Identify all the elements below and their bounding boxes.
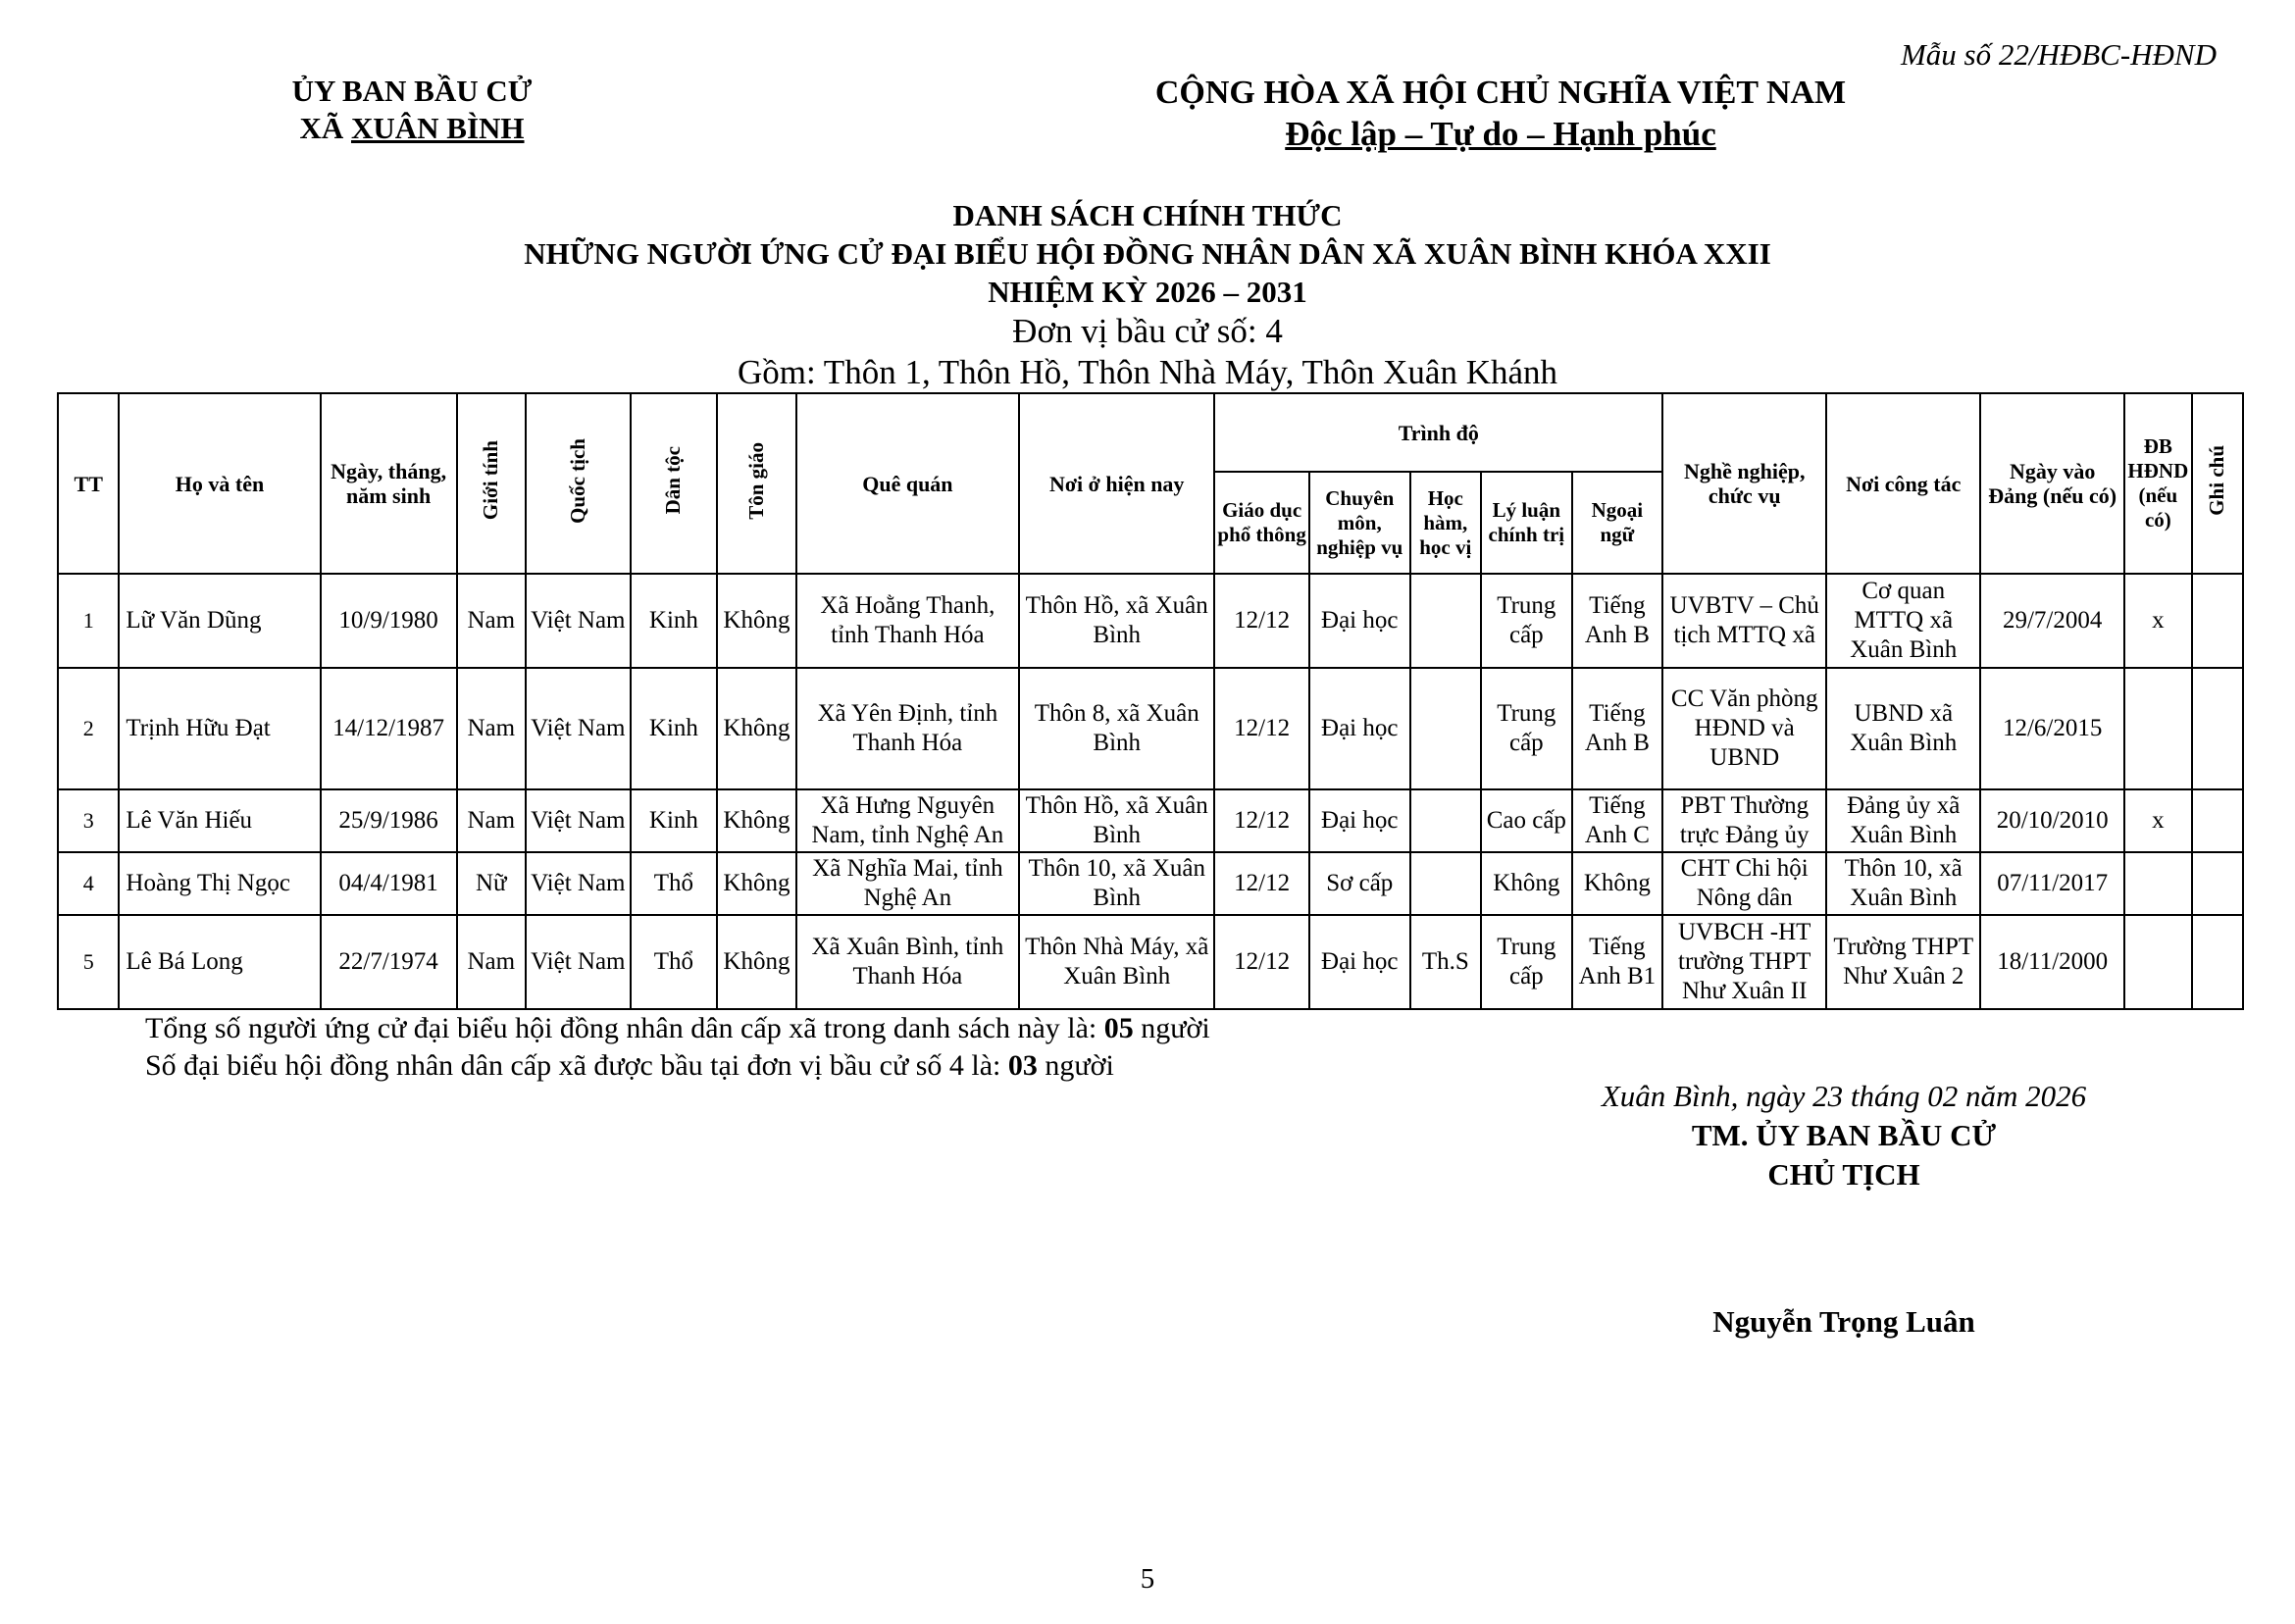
cell-academic [1410,789,1481,852]
cell-council-delegate: x [2124,789,2191,852]
cell-name: Lữ Văn Dũng [119,574,320,668]
cell-academic: Th.S [1410,915,1481,1009]
cell-gender: Nam [457,668,526,789]
cell-ethnicity: Thổ [631,852,718,915]
cell-tt: 3 [58,789,119,852]
cell-party-date: 20/10/2010 [1980,789,2124,852]
signature-block [1353,1077,2295,1194]
header-ethnicity: Dân tộc [661,446,686,515]
cell-professional: Đại học [1309,574,1410,668]
cell-residence: Thôn Hồ, xã Xuân Bình [1019,789,1214,852]
cell-occupation: CHT Chi hội Nông dân [1662,852,1826,915]
cell-council-delegate: x [2124,574,2191,668]
cell-religion: Không [717,574,796,668]
cell-religion: Không [717,852,796,915]
cell-academic [1410,668,1481,789]
cell-religion: Không [717,789,796,852]
cell-notes [2192,574,2243,668]
cell-academic [1410,852,1481,915]
summary-total-line [145,1010,1210,1047]
cell-ethnicity: Kinh [631,668,718,789]
table-row [58,852,2243,915]
form-number: Mẫu số 22/HĐBC-HĐND [1900,37,2217,72]
cell-name: Hoàng Thị Ngọc [119,852,320,915]
header-party-date: Ngày vào Đảng (nếu có) [1980,393,2124,574]
cell-political: Trung cấp [1481,915,1572,1009]
cell-council-delegate [2124,852,2191,915]
cell-ethnicity: Kinh [631,574,718,668]
header-name: Họ và tên [119,393,320,574]
header-nationality: Quốc tịch [565,437,589,524]
header-workplace: Nơi công tác [1826,393,1980,574]
cell-council-delegate [2124,915,2191,1009]
header-residence: Nơi ở hiện nay [1019,393,1214,574]
cell-hometown: Xã Hoằng Thanh, tỉnh Thanh Hóa [796,574,1019,668]
cell-council-delegate [2124,668,2191,789]
cell-nationality: Việt Nam [526,852,631,915]
cell-general-edu: 12/12 [1214,852,1309,915]
summary-total-count: 05 [1103,1012,1134,1044]
cell-dob: 14/12/1987 [321,668,457,789]
cell-notes [2192,915,2243,1009]
issuing-authority [216,73,608,147]
cell-academic [1410,574,1481,668]
cell-residence: Thôn 8, xã Xuân Bình [1019,668,1214,789]
cell-workplace: Cơ quan MTTQ xã Xuân Bình [1826,574,1980,668]
cell-party-date: 18/11/2000 [1980,915,2124,1009]
cell-tt: 4 [58,852,119,915]
cell-nationality: Việt Nam [526,574,631,668]
cell-professional: Đại học [1309,668,1410,789]
cell-political: Trung cấp [1481,668,1572,789]
cell-religion: Không [717,915,796,1009]
cell-gender: Nam [457,915,526,1009]
header-education-group: Trình độ [1214,393,1662,472]
cell-occupation: UVBCH -HT trường THPT Như Xuân II [1662,915,1826,1009]
cell-occupation: UVBTV – Chủ tịch MTTQ xã [1662,574,1826,668]
cell-residence: Thôn Nhà Máy, xã Xuân Bình [1019,915,1214,1009]
header-general-edu: Giáo dục phổ thông [1214,472,1309,574]
cell-name: Lê Bá Long [119,915,320,1009]
cell-professional: Đại học [1309,789,1410,852]
summary-elected-line [145,1047,1210,1085]
cell-notes [2192,668,2243,789]
cell-tt: 2 [58,668,119,789]
cell-language: Tiếng Anh B [1572,668,1663,789]
cell-nationality: Việt Nam [526,789,631,852]
cell-ethnicity: Thổ [631,915,718,1009]
header-ethnicity-cell [631,393,718,574]
electoral-unit: Đơn vị bầu cử số: 4 [1012,312,1283,350]
authority-line1: ỦY BAN BẦU CỬ [291,74,533,108]
signer-name: Nguyễn Trọng Luân [1712,1304,1975,1339]
cell-professional: Sơ cấp [1309,852,1410,915]
document-title [0,196,2295,393]
cell-tt: 1 [58,574,119,668]
cell-tt: 5 [58,915,119,1009]
cell-party-date: 07/11/2017 [1980,852,2124,915]
summary-elected-text: Số đại biểu hội đồng nhân dân cấp xã được bầu tại đơn vị bầu cử số 4 là: [145,1049,1008,1082]
header-academic: Học hàm, học vị [1410,472,1481,574]
title-line2: NHỮNG NGƯỜI ỨNG CỬ ĐẠI BIỂU HỘI ĐỒNG NHÂN DÂN XÃ XUÂN BÌNH KHÓA XXII [524,236,1771,271]
electoral-unit-villages: Gồm: Thôn 1, Thôn Hồ, Thôn Nhà Máy, Thôn Xuân Khánh [737,353,1558,391]
place-date: Xuân Bình, ngày 23 tháng 02 năm 2026 [1601,1079,2087,1113]
summary-elected-count: 03 [1007,1049,1038,1082]
summary-total-text: Tổng số người ứng cử đại biểu hội đồng nhân dân cấp xã trong danh sách này là: [145,1012,1104,1044]
header-dob: Ngày, tháng, năm sinh [321,393,457,574]
cell-general-edu: 12/12 [1214,668,1309,789]
cell-nationality: Việt Nam [526,915,631,1009]
header-tt: TT [58,393,119,574]
authority-line2 [216,110,608,147]
cell-notes [2192,789,2243,852]
cell-language: Tiếng Anh B [1572,574,1663,668]
header-notes-cell [2192,393,2243,574]
header-religion: Tôn giáo [743,441,768,520]
header-gender-cell [457,393,526,574]
cell-occupation: CC Văn phòng HĐND và UBND [1662,668,1826,789]
authority-prefix: XÃ [299,111,351,145]
cell-gender: Nữ [457,852,526,915]
header-religion-cell [717,393,796,574]
summary-elected-unit: người [1037,1049,1114,1082]
cell-name: Trịnh Hữu Đạt [119,668,320,789]
cell-language: Tiếng Anh C [1572,789,1663,852]
cell-name: Lê Văn Hiếu [119,789,320,852]
cell-workplace: Thôn 10, xã Xuân Bình [1826,852,1980,915]
cell-professional: Đại học [1309,915,1410,1009]
national-name: CỘNG HÒA XÃ HỘI CHỦ NGHĨA VIỆT NAM [1154,75,1847,111]
cell-dob: 22/7/1974 [321,915,457,1009]
cell-political: Cao cấp [1481,789,1572,852]
cell-ethnicity: Kinh [631,789,718,852]
table-row [58,668,2243,789]
header-professional: Chuyên môn, nghiệp vụ [1309,472,1410,574]
cell-residence: Thôn 10, xã Xuân Bình [1019,852,1214,915]
header-hometown: Quê quán [796,393,1019,574]
national-header [1059,73,1942,162]
cell-notes [2192,852,2243,915]
cell-party-date: 12/6/2015 [1980,668,2124,789]
cell-language: Tiếng Anh B1 [1572,915,1663,1009]
title-line3: NHIỆM KỲ 2026 – 2031 [988,275,1307,309]
cell-workplace: UBND xã Xuân Bình [1826,668,1980,789]
candidate-summary [145,1010,1210,1085]
candidate-table [57,392,2244,1010]
cell-hometown: Xã Hưng Nguyên Nam, tỉnh Nghệ An [796,789,1019,852]
cell-general-edu: 12/12 [1214,574,1309,668]
cell-dob: 04/4/1981 [321,852,457,915]
cell-residence: Thôn Hồ, xã Xuân Bình [1019,574,1214,668]
header-language: Ngoại ngữ [1572,472,1663,574]
cell-workplace: Đảng ủy xã Xuân Bình [1826,789,1980,852]
title-line1: DANH SÁCH CHÍNH THỨC [952,198,1343,232]
cell-dob: 10/9/1980 [321,574,457,668]
cell-political: Không [1481,852,1572,915]
cell-hometown: Xã Yên Định, tỉnh Thanh Hóa [796,668,1019,789]
cell-gender: Nam [457,789,526,852]
header-notes: Ghi chú [2205,445,2229,516]
header-gender: Giới tính [479,440,503,521]
header-council-delegate: ĐB HĐND (nếu có) [2124,393,2191,574]
cell-hometown: Xã Xuân Bình, tỉnh Thanh Hóa [796,915,1019,1009]
national-motto: Độc lập – Tự do – Hạnh phúc [1285,115,1716,153]
cell-party-date: 29/7/2004 [1980,574,2124,668]
authority-commune: XUÂN BÌNH [350,111,525,145]
cell-workplace: Trường THPT Như Xuân 2 [1826,915,1980,1009]
cell-general-edu: 12/12 [1214,915,1309,1009]
table-row [58,915,2243,1009]
signer-position: CHỦ TỊCH [1767,1157,1920,1192]
table-row [58,789,2243,852]
cell-general-edu: 12/12 [1214,789,1309,852]
table-row [58,574,2243,668]
on-behalf: TM. ỦY BAN BẦU CỬ [1691,1118,1997,1152]
header-nationality-cell [526,393,631,574]
cell-nationality: Việt Nam [526,668,631,789]
header-occupation: Nghề nghiệp, chức vụ [1662,393,1826,574]
cell-occupation: PBT Thường trực Đảng ủy [1662,789,1826,852]
cell-political: Trung cấp [1481,574,1572,668]
cell-gender: Nam [457,574,526,668]
header-political: Lý luận chính trị [1481,472,1572,574]
cell-hometown: Xã Nghĩa Mai, tỉnh Nghệ An [796,852,1019,915]
summary-total-unit: người [1133,1012,1210,1044]
cell-dob: 25/9/1986 [321,789,457,852]
cell-language: Không [1572,852,1663,915]
page-number: 5 [1140,1563,1155,1595]
cell-religion: Không [717,668,796,789]
